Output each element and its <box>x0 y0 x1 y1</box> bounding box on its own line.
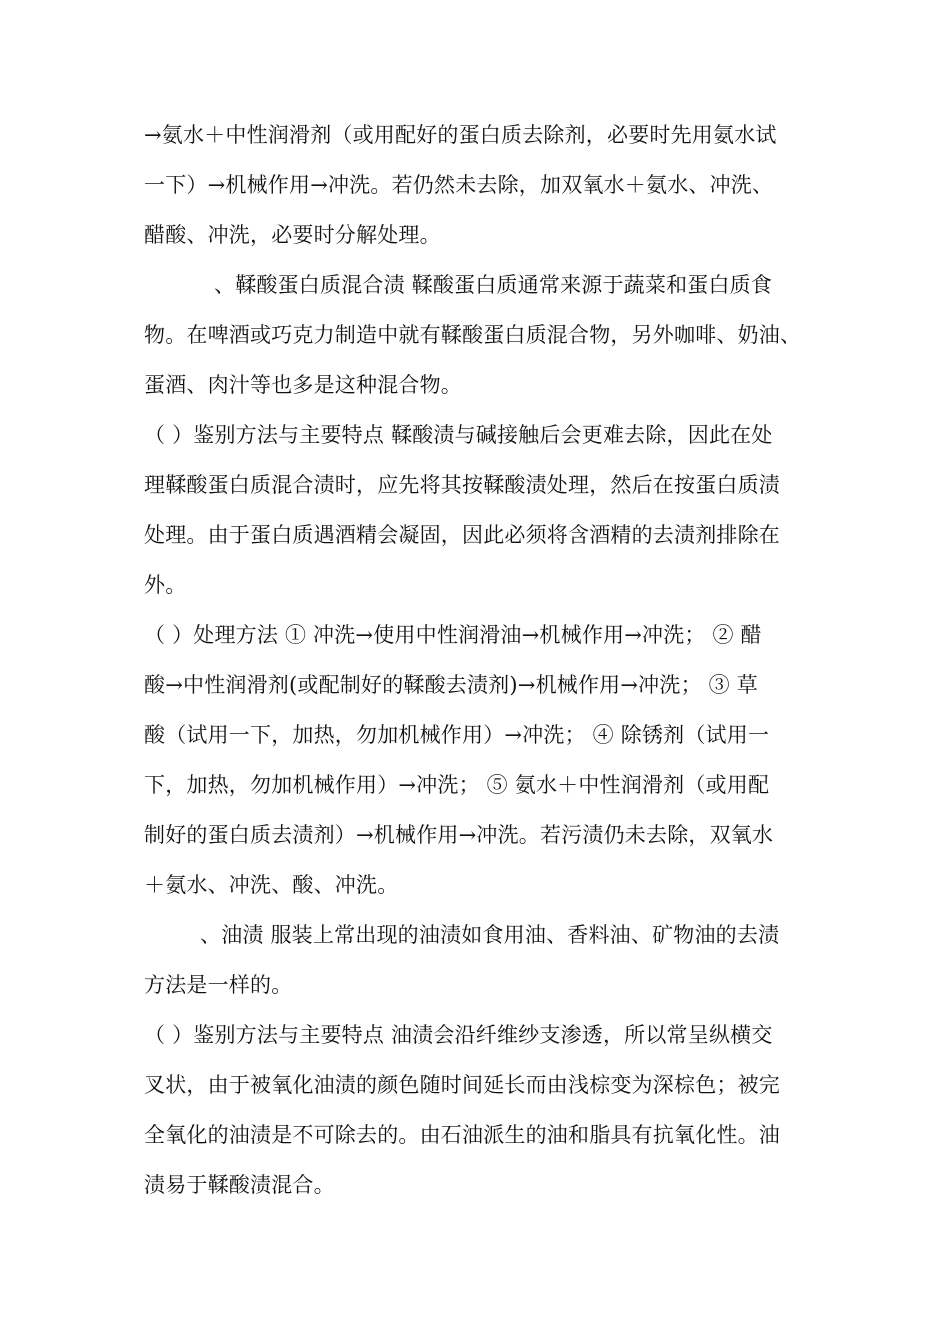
text-line: 处理。由于蛋白质遇酒精会凝固，因此必须将含酒精的去渍剂排除在 <box>144 523 780 547</box>
subsection-treatment: （ ）处理方法 ① 冲洗→使用中性润滑油→机械作用→冲洗； ② 醋 <box>144 623 762 647</box>
text-line: 渍易于鞣酸渍混合。 <box>144 1173 335 1197</box>
text-line: 醋酸、冲洗，必要时分解处理。 <box>144 223 441 247</box>
text-line: 方法是一样的。 <box>144 973 293 997</box>
subsection-identification-oil: （ ）鉴别方法与主要特点 油渍会沿纤维纱支渗透，所以常呈纵横交 <box>144 1023 773 1047</box>
section-heading-tannin-protein: 、鞣酸蛋白质混合渍 鞣酸蛋白质通常来源于蔬菜和蛋白质食 <box>214 273 773 297</box>
text-line: 一下）→机械作用→冲洗。若仍然未去除，加双氧水＋氨水、冲洗、 <box>144 173 774 197</box>
text-line: ＋氨水、冲洗、酸、冲洗。 <box>144 873 399 897</box>
text-line: →氨水＋中性润滑剂（或用配好的蛋白质去除剂，必要时先用氨水试 <box>144 123 777 147</box>
text-line: 下，加热，勿加机械作用）→冲洗； ⑤ 氨水＋中性润滑剂（或用配 <box>144 773 770 797</box>
text-line: 蛋酒、肉汁等也多是这种混合物。 <box>144 373 462 397</box>
subsection-identification: （ ）鉴别方法与主要特点 鞣酸渍与碱接触后会更难去除，因此在处 <box>144 423 773 447</box>
text-line: 外。 <box>144 573 187 597</box>
text-line: 制好的蛋白质去渍剂）→机械作用→冲洗。若污渍仍未去除，双氧水 <box>144 823 774 847</box>
text-line: 叉状，由于被氧化油渍的颜色随时间延长而由浅棕变为深棕色；被完 <box>144 1073 780 1097</box>
text-line: 酸→中性润滑剂(或配制好的鞣酸去渍剂)→机械作用→冲洗； ③ 草 <box>144 673 758 697</box>
text-line: 理鞣酸蛋白质混合渍时，应先将其按鞣酸渍处理，然后在按蛋白质渍 <box>144 473 780 497</box>
section-heading-oil-stain: 、油渍 服装上常出现的油渍如食用油、香料油、矿物油的去渍 <box>200 923 780 947</box>
text-line: 全氧化的油渍是不可除去的。由石油派生的油和脂具有抗氧化性。油 <box>144 1123 780 1147</box>
text-line: 物。在啤酒或巧克力制造中就有鞣酸蛋白质混合物，另外咖啡、奶油、 <box>144 323 802 347</box>
text-line: 酸（试用一下，加热，勿加机械作用）→冲洗； ④ 除锈剂（试用一 <box>144 723 770 747</box>
